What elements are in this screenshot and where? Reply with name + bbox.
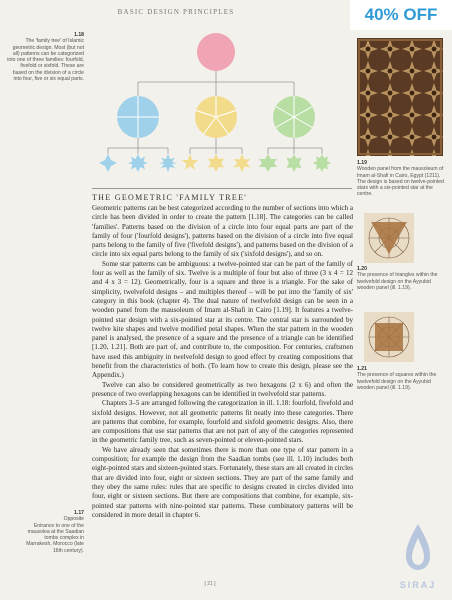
caption-text: Wooden panel from the mausoleum of Imam al-Shafi in Cairo, Egypt (1211). The design is based on twelve-pointed stars with a six-pointed star at the centre. bbox=[357, 166, 444, 198]
paragraph: Chapters 3–5 are arranged following the categorization in ill. 1.18: fourfold, fivefold and sixfold designs. However, not all geometric patterns fit neatly into these categories. There are patterns that combine, for example, fourfold and sixfold geometric designs. Also, there are compositions that use star patterns that are not part of any of the categories represented in the geometric family tree, such as seven-pointed or eleven-pointed stars. bbox=[92, 399, 353, 445]
caption-number: 1.21 bbox=[357, 366, 367, 372]
heading-rule bbox=[92, 188, 352, 189]
fivefold-circle bbox=[195, 96, 237, 138]
caption-text: The 'family tree' of Islamic geometric design. Most (but not all) patterns can be categorized into one of three families: fourfold, fivefold or sixfold. These are based on the division of a circle into four, five or six equal parts. bbox=[7, 38, 84, 83]
caption-1-18 bbox=[6, 32, 84, 82]
page-number: [ 21 ] bbox=[204, 581, 216, 587]
body-text bbox=[92, 204, 353, 520]
caption-number: 1.18 bbox=[74, 32, 84, 38]
caption-1-21 bbox=[357, 366, 445, 391]
caption-text: The presence of squares within the twelvefold design on the Ayyubid wooden panel (ill. 1.19). bbox=[357, 372, 437, 391]
paragraph: We have already seen that sometimes there is more than one type of star pattern in a composition; for example the design from the Saadian tombs (see ill. 1.10) includes both eight-pointed stars and sixteen-pointed stars. Fortunately, these stars are all created in circles that are divided into four, eight or sixteen sections. They are part of the same family and they obey the same rules: rules that are specific to designs created in circles divided into four, eight or sixteen sections. But there are compositions that combine, for example, six-pointed star patterns with nine-pointed star patterns. These combinatory patterns will be considered in more detail in chapter 6. bbox=[92, 445, 353, 519]
fivefold-star-row bbox=[182, 154, 251, 172]
square-pattern-figure bbox=[364, 312, 414, 362]
fourfold-star-row bbox=[99, 154, 177, 172]
triangle-pattern-figure bbox=[364, 213, 414, 263]
wooden-panel-photo bbox=[357, 38, 443, 156]
discount-badge: 40% OFF bbox=[350, 0, 452, 30]
caption-text: The presence of triangles within the twelvefold design on the Ayyubid wooden panel (ill. 1.19). bbox=[357, 272, 438, 291]
running-head: BASIC DESIGN PRINCIPLES bbox=[117, 8, 235, 16]
sixfold-star-row bbox=[259, 154, 331, 172]
siraj-wordmark: SIRAJ bbox=[399, 580, 437, 590]
caption-label: Opposite bbox=[63, 516, 84, 523]
paragraph: Twelve can also be considered geometrically as two hexagons (2 x 6) and often the presence of two overlapping hexagons can be identified in twelvefold star patterns. bbox=[92, 380, 353, 398]
family-tree-diagram bbox=[90, 32, 342, 182]
caption-number: 1.19 bbox=[357, 160, 367, 166]
fourfold-circle bbox=[117, 96, 159, 138]
root-circle bbox=[197, 33, 235, 71]
paragraph: Some star patterns can be ambiguous: a twelve-pointed star can be part of the family of four as well as the family of six. Twelve is a multiple of four but also of three (3 x 4 = 12 and 4 x 3 = 12). Geometrically, four is a square and three is a triangle. For the sake of simplicity, twelvefold designs – and multiples thereof – will be put into the 'family of six' category in this book (chapter 4). The dual nature of twelvefold design can be seen in a wooden panel from the mausoleum of Imam al-Shafi in Cairo [1.19]. It features a twelve-pointed star design with a six-pointed star at its centre. The central star is surrounded by twelve kite shapes and twelve modified petal shapes. When the star pattern in the wooden panel is analysed, the presence of a square and the presence of a triangle can be identified [1.20, 1.21]. Both are part of, and contribute to, the composition. For centuries, craftsmen have used this ambiguity in twelvefold design to good effect by creating compositions that benefit from the characteristics of both. (To learn how to create this design, please see the Appendix.) bbox=[92, 259, 353, 380]
caption-number: 1.17 bbox=[74, 510, 84, 516]
caption-1-19 bbox=[357, 160, 445, 198]
sixfold-circle bbox=[273, 96, 315, 138]
caption-1-17 bbox=[20, 510, 84, 554]
caption-number: 1.20 bbox=[357, 266, 367, 272]
paragraph: Geometric patterns can be best categorized according to the number of sections into which a circle has been divided in order to create the pattern [1.18]. The categories can be called 'families'. Patterns based on the division of a circle into four equal parts are part of the family of four ('fourfold designs'), patterns based on the division of a circle into five equal parts belong to the family of five ('fivefold designs'), and patterns based on the division of a circle into six equal parts belong to the family of six ('sixfold designs'), and so on. bbox=[92, 204, 353, 259]
caption-text: Entrance to one of the mausolea at the Saadian tombs complex in Marrakesh, Morocco (late 16th century). bbox=[26, 522, 84, 554]
section-heading: THE GEOMETRIC 'FAMILY TREE' bbox=[92, 193, 248, 202]
siraj-logo bbox=[390, 520, 446, 596]
caption-1-20 bbox=[357, 266, 445, 291]
